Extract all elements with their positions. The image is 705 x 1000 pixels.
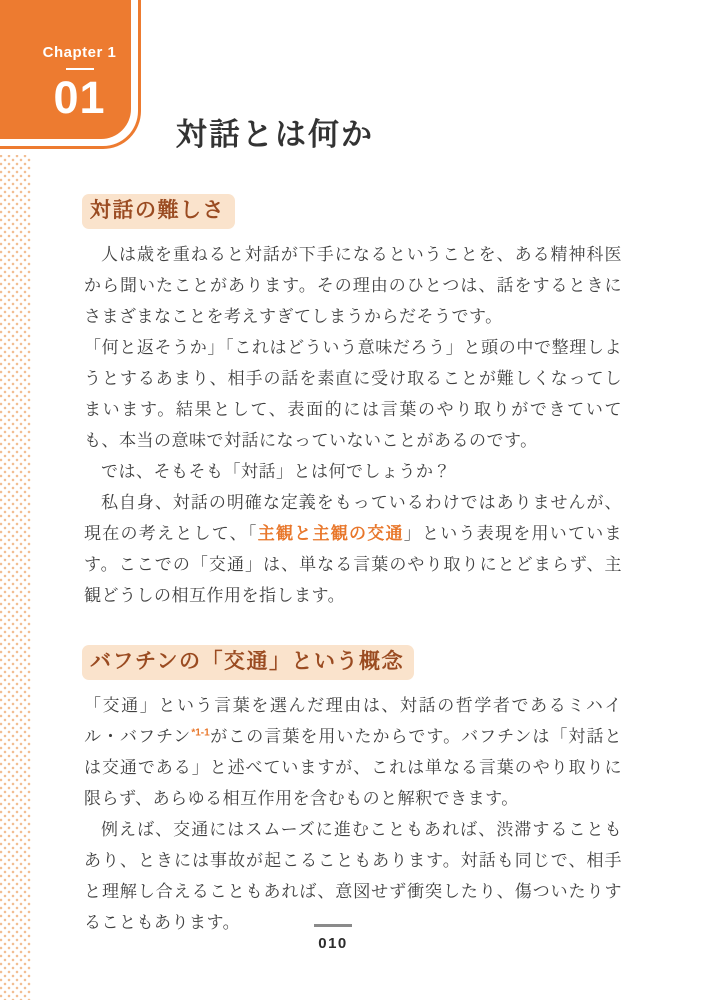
- text-run: 例えば、交通にはスムーズに進むこともあれば、渋滞することもあり、ときには事故が起こることもあります。対話も同じで、相手と理解し合えることもあれば、意図せず衝突したり、傷ついたりすることもあります。: [84, 820, 622, 933]
- paragraph: [84, 332, 622, 456]
- text-run: 「何と返そうか」「これはどういう意味だろう」と頭の中で整理しようとするあまり、相手の話を素直に受け取ることが難しくなってしまいます。結果として、表面的には言葉のやり取りができていても、本当の意味で対話になっていないことがあるのです。: [84, 338, 622, 451]
- section-heading: 対話の難しさ: [82, 194, 235, 229]
- paragraph: [84, 487, 622, 611]
- paragraph: [84, 690, 622, 814]
- chapter-number: 01: [53, 72, 106, 123]
- text-run: では、そもそも「対話」とは何でしょうか？: [101, 462, 451, 482]
- page-number: 010: [318, 935, 348, 952]
- section-heading-row: [82, 645, 622, 680]
- emphasis-text: 主観と主観の交通: [257, 524, 404, 544]
- footnote-ref: *1-1: [191, 727, 210, 739]
- sections-container: [84, 194, 622, 938]
- page-title: 対話とは何か: [176, 116, 374, 152]
- chapter-label: Chapter 1: [42, 44, 117, 61]
- paragraph: [84, 814, 622, 938]
- section-heading: バフチンの「交通」という概念: [82, 645, 414, 680]
- paragraph: [84, 456, 622, 487]
- footer-rule: [314, 924, 352, 927]
- badge-divider: [66, 68, 94, 70]
- page-footer: [314, 924, 352, 952]
- text-run: 「交通」という言葉を選んだ理由は、対話の哲学者であるミハイル・バフチン: [84, 696, 622, 747]
- text-run: 」という表現を用いています。ここでの「交通」は、単なる言葉のやり取りにとどまらず、主観どうしの相互作用を指します。: [84, 524, 622, 606]
- text-run: 私自身、対話の明確な定義をもっているわけではありませんが、現在の考えとして、「: [84, 493, 622, 544]
- dotted-edge-pattern: [0, 155, 31, 1000]
- text-run: 人は歳を重ねると対話が下手になるということを、ある精神科医から聞いたことがあります。その理由のひとつは、話をするときにさまざまなことを考えすぎてしまうからだそうです。: [84, 245, 622, 327]
- page-content: [84, 194, 622, 938]
- section-heading-row: [82, 194, 622, 229]
- section: [84, 645, 622, 938]
- paragraph: [84, 239, 622, 332]
- section: [84, 194, 622, 611]
- chapter-badge: [0, 0, 131, 139]
- text-run: がこの言葉を用いたからです。バフチンは「対話とは交通である」と述べていますが、これは単なる言葉のやり取りに限らず、あらゆる相互作用を含むものと解釈できます。: [84, 727, 622, 809]
